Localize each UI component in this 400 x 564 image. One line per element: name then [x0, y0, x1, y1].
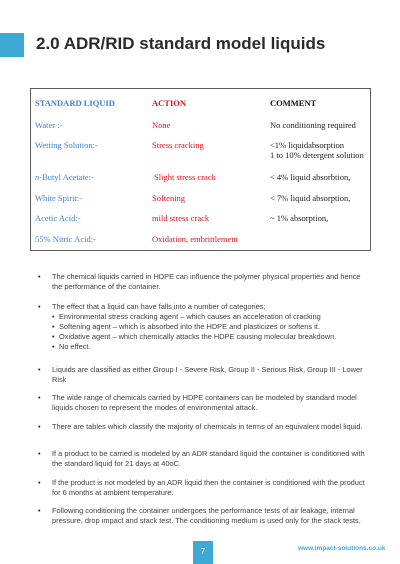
liquid-action: Oxidation, embrittlement: [152, 234, 238, 244]
title-accent-bar: [0, 33, 24, 57]
liquid-action: Softening: [152, 193, 186, 203]
page-number: 7: [200, 547, 206, 556]
liquid-name: Water :-: [35, 120, 63, 130]
liquid-name: Wetting Solution:-: [35, 140, 98, 150]
list-item: • Liquids are classified as either Group I - Severe Risk, Group II - Serious Risk, Group III - Lower Risk: [36, 365, 366, 385]
list-item: • The chemical liquids carried in HDPE can influence the polymer physical properties and hence the performance of the container.: [36, 272, 366, 292]
header-comment: COMMENT: [270, 98, 317, 108]
list-item-intro: • The effect that a liquid can have falls into a number of categories;: [52, 302, 266, 311]
page-title: 2.0 ADR/RID standard model liquids: [36, 34, 326, 53]
liquid-comment: ~ 1% absorption,: [270, 213, 329, 223]
liquid-comment: < 7% liquid absorption,: [270, 193, 351, 203]
sub-list-item: • Environmental stress cracking agent – which causes an acceleration of cracking: [52, 312, 366, 322]
liquid-action: mild stress crack: [152, 213, 210, 223]
liquid-name-prefix: n: [35, 172, 40, 182]
page-number-badge: [193, 541, 213, 564]
list-item: • Following conditioning the container undergoes the performance tests of air leakage, internal pressure, drop impact and stack test. The conditioning medium is used only for the stack tests.: [36, 506, 366, 526]
list-item: • The wide range of chemicals carried by HDPE containers can be modeled by standard model liquids chosen to represent the modes of environmental attack.: [36, 393, 366, 413]
header-standard-liquid: STANDARD LIQUID: [35, 98, 115, 108]
liquid-action: None: [152, 120, 171, 130]
sub-list-item: • Softening agent – which is absorbed into the HDPE and plasticizes or softens it.: [52, 322, 366, 332]
header-action: ACTION: [152, 98, 187, 108]
sub-list-item: • Oxidative agent – which chemically attacks the HDPE causing molecular breakdown.: [52, 332, 366, 342]
sub-list-item: • No effect.: [52, 342, 366, 352]
list-item: • If a product to be carried is modeled by an ADR standard liquid the container is conditioned with the standard liquid for 21 days at 40oC.: [36, 449, 366, 469]
comment-line-2: 1 to 10% detergent solution: [270, 150, 364, 160]
liquid-name: [35, 172, 94, 182]
liquid-action: Slight stress crack: [154, 172, 216, 182]
liquid-name: White Spirit:-: [35, 193, 82, 203]
liquid-action: Stress cracking: [152, 140, 204, 150]
list-item: • If the product is not modeled by an ADR liquid then the container is conditioned with the product for 6 months at ambient temperature.: [36, 478, 366, 498]
liquid-comment: < 4% liquid absorbtion,: [270, 172, 351, 182]
liquid-name: 55% Nitric Acid:-: [35, 234, 96, 244]
liquid-name-rest: -Butyl Acetate:-: [39, 172, 94, 182]
liquid-comment: [270, 140, 364, 160]
list-item: [36, 302, 366, 352]
footer-url[interactable]: www.impact-solutions.co.uk: [298, 545, 386, 552]
liquids-table: [30, 88, 371, 251]
list-item: • There are tables which classify the majority of chemicals in terms of an equivalent model liquid.: [36, 422, 366, 432]
liquid-comment: No conditioning required: [270, 120, 356, 130]
comment-line-1: <1% liquidabsorption: [270, 140, 344, 150]
liquid-name: Acetic Acid:-: [35, 213, 81, 223]
